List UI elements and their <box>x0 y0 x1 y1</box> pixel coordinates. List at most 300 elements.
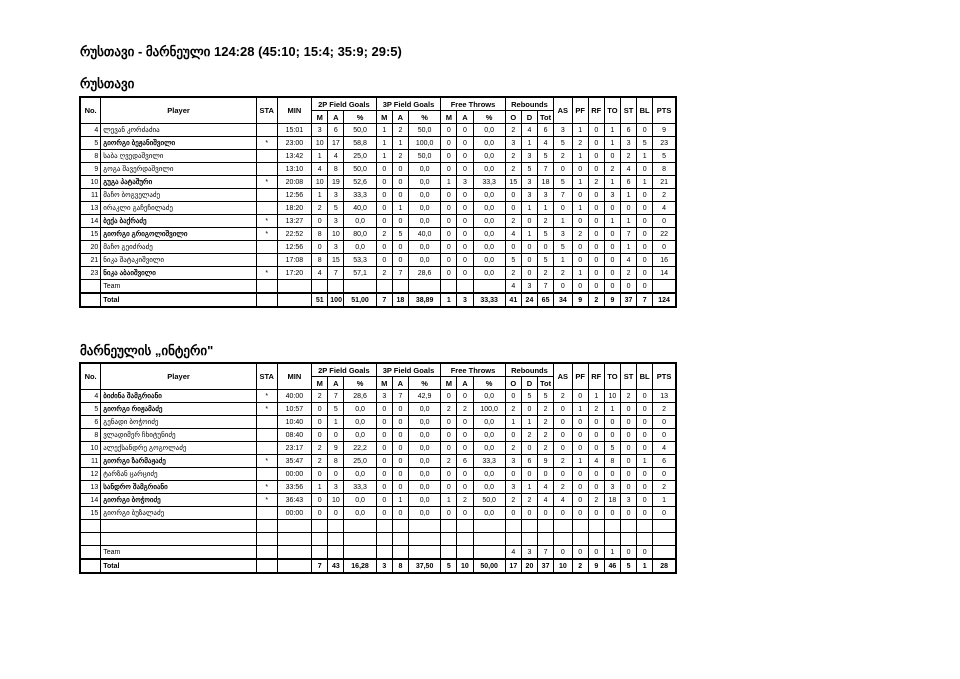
stat-pts: 9 <box>653 124 676 137</box>
stat-m2: 1 <box>312 189 328 202</box>
subheader-pct: % <box>408 111 440 124</box>
stat-rf: 0 <box>588 267 604 280</box>
stat-to: 0 <box>604 228 620 241</box>
subheader-pct: % <box>473 111 505 124</box>
stat-pf: 0 <box>572 241 588 254</box>
stat-m2: 4 <box>312 163 328 176</box>
stat-m3: 0 <box>376 481 392 494</box>
stat-bl: 1 <box>637 455 653 468</box>
stat-st: 4 <box>620 163 636 176</box>
stat-o: 0 <box>505 507 521 520</box>
stat-pft: 0,0 <box>473 254 505 267</box>
stat-pft: 0,0 <box>473 429 505 442</box>
minutes: 17:08 <box>277 254 312 267</box>
stat-m3: 3 <box>376 390 392 403</box>
total-stat-a3: 18 <box>392 293 408 307</box>
stat-p3: 0,0 <box>408 163 440 176</box>
stat-rf: 0 <box>588 416 604 429</box>
stat-to: 2 <box>604 163 620 176</box>
team-stat-d: 3 <box>521 546 537 560</box>
stat-m2: 0 <box>312 416 328 429</box>
stat-tot: 5 <box>538 254 554 267</box>
header-no: No. <box>80 363 101 390</box>
stat-o: 5 <box>505 254 521 267</box>
team-stat-o: 4 <box>505 280 521 294</box>
team-stat-rf: 0 <box>588 280 604 294</box>
stat-p3: 100,0 <box>408 137 440 150</box>
stat-p3: 0,0 <box>408 215 440 228</box>
team-stat-as: 0 <box>554 280 572 294</box>
stat-a3: 0 <box>392 481 408 494</box>
stat-a3: 7 <box>392 390 408 403</box>
player-name: გიორგი ზარმაჟაძე <box>101 455 257 468</box>
stat-tot: 9 <box>538 455 554 468</box>
player-name: გიორგი რიჟამაძე <box>101 403 257 416</box>
stat-m3: 1 <box>376 137 392 150</box>
stat-pts: 2 <box>653 403 676 416</box>
subheader-a: A <box>457 111 473 124</box>
stat-a3: 0 <box>392 215 408 228</box>
total-stat-pf: 9 <box>572 293 588 307</box>
total-stat-p3: 38,89 <box>408 293 440 307</box>
team-stat-rf: 0 <box>588 546 604 560</box>
team-stat-as: 0 <box>554 546 572 560</box>
stat-a3: 0 <box>392 176 408 189</box>
stat-pft: 33,3 <box>473 176 505 189</box>
minutes: 10:40 <box>277 416 312 429</box>
stat-a3: 0 <box>392 468 408 481</box>
stat-d: 0 <box>521 403 537 416</box>
stat-p3: 0,0 <box>408 176 440 189</box>
stat-pf: 0 <box>572 163 588 176</box>
team-stat-to: 1 <box>604 546 620 560</box>
stat-aft: 0 <box>457 429 473 442</box>
stat-st: 0 <box>620 468 636 481</box>
stat-as: 2 <box>554 455 572 468</box>
stat-rf: 4 <box>588 455 604 468</box>
stat-pft: 0,0 <box>473 416 505 429</box>
player-row <box>80 390 676 403</box>
stat-d: 3 <box>521 150 537 163</box>
stat-to: 0 <box>604 241 620 254</box>
subheader-tot: Tot <box>538 111 554 124</box>
total-stat-d: 24 <box>521 293 537 307</box>
stat-d: 1 <box>521 416 537 429</box>
stat-p2: 25,0 <box>344 455 376 468</box>
player-row <box>80 481 676 494</box>
stat-rf: 0 <box>588 481 604 494</box>
player-name: ბექა ბაქრაძე <box>101 215 257 228</box>
blank-row <box>80 533 676 546</box>
stat-p2: 53,3 <box>344 254 376 267</box>
stat-pts: 1 <box>653 494 676 507</box>
stat-as: 0 <box>554 416 572 429</box>
stat-as: 5 <box>554 176 572 189</box>
stat-o: 2 <box>505 150 521 163</box>
stat-m3: 0 <box>376 403 392 416</box>
stat-bl: 0 <box>637 163 653 176</box>
stat-bl: 0 <box>637 507 653 520</box>
total-stat-pts: 124 <box>653 293 676 307</box>
stat-tot: 2 <box>538 416 554 429</box>
stat-o: 2 <box>505 163 521 176</box>
stat-p2: 33,3 <box>344 481 376 494</box>
total-stat-pft: 50,00 <box>473 559 505 573</box>
stat-p3: 0,0 <box>408 416 440 429</box>
minutes: 36:43 <box>277 494 312 507</box>
stat-aft: 0 <box>457 189 473 202</box>
stat-rf: 0 <box>588 137 604 150</box>
stat-as: 1 <box>554 254 572 267</box>
stat-aft: 0 <box>457 163 473 176</box>
header-pts: PTS <box>653 97 676 124</box>
stat-a2: 4 <box>328 150 344 163</box>
stat-d: 0 <box>521 254 537 267</box>
stat-bl: 0 <box>637 267 653 280</box>
stat-aft: 0 <box>457 137 473 150</box>
game-title: რუსთავი - მარნეული 124:28 (45:10; 15:4; 35:9; 29:5) <box>80 44 402 59</box>
stat-m2: 1 <box>312 481 328 494</box>
stat-a3: 0 <box>392 429 408 442</box>
stat-pf: 0 <box>572 189 588 202</box>
stat-aft: 0 <box>457 228 473 241</box>
subheader-a: A <box>328 111 344 124</box>
stat-rf: 0 <box>588 429 604 442</box>
stat-bl: 0 <box>637 416 653 429</box>
team-2-box-score <box>79 362 677 574</box>
player-name: გენადი ბოჭოიძე <box>101 416 257 429</box>
total-stat-m2: 51 <box>312 293 328 307</box>
header-pts: PTS <box>653 363 676 390</box>
total-stat-m2: 7 <box>312 559 328 573</box>
stat-pft: 100,0 <box>473 403 505 416</box>
total-stat-st: 37 <box>620 293 636 307</box>
header-min: MIN <box>277 97 312 124</box>
stat-pf: 0 <box>572 494 588 507</box>
minutes: 40:00 <box>277 390 312 403</box>
stat-bl: 0 <box>637 189 653 202</box>
stat-to: 0 <box>604 507 620 520</box>
stat-a2: 3 <box>328 215 344 228</box>
stat-tot: 0 <box>538 468 554 481</box>
stat-d: 0 <box>521 241 537 254</box>
stat-a3: 7 <box>392 267 408 280</box>
stat-m2: 0 <box>312 403 328 416</box>
subheader-pct: % <box>344 111 376 124</box>
stat-pft: 0,0 <box>473 189 505 202</box>
stat-bl: 0 <box>637 403 653 416</box>
stat-pft: 0,0 <box>473 228 505 241</box>
stat-bl: 0 <box>637 124 653 137</box>
stat-pf: 0 <box>572 390 588 403</box>
minutes: 12:56 <box>277 189 312 202</box>
starter-mark: * <box>256 228 277 241</box>
stat-d: 5 <box>521 163 537 176</box>
stat-a3: 0 <box>392 507 408 520</box>
stat-st: 3 <box>620 494 636 507</box>
stat-a2: 5 <box>328 202 344 215</box>
player-number: 13 <box>80 202 101 215</box>
player-row <box>80 202 676 215</box>
stat-st: 0 <box>620 455 636 468</box>
stat-as: 7 <box>554 189 572 202</box>
player-number: 11 <box>80 189 101 202</box>
header-2p: 2P Field Goals <box>312 363 377 377</box>
stat-st: 6 <box>620 124 636 137</box>
stat-tot: 4 <box>538 481 554 494</box>
stat-to: 0 <box>604 267 620 280</box>
stat-pft: 0,0 <box>473 442 505 455</box>
stat-to: 0 <box>604 150 620 163</box>
minutes: 17:20 <box>277 267 312 280</box>
stat-pts: 23 <box>653 137 676 150</box>
stat-m2: 10 <box>312 137 328 150</box>
starter-mark <box>256 189 277 202</box>
team-stat-to: 0 <box>604 280 620 294</box>
stat-tot: 2 <box>538 403 554 416</box>
stat-pts: 0 <box>653 416 676 429</box>
stat-rf: 0 <box>588 241 604 254</box>
stat-pft: 0,0 <box>473 150 505 163</box>
stat-p3: 0,0 <box>408 254 440 267</box>
total-stat-st: 5 <box>620 559 636 573</box>
player-number: 13 <box>80 481 101 494</box>
subheader-pct: % <box>473 377 505 390</box>
blank-row <box>80 520 676 533</box>
stat-a2: 5 <box>328 403 344 416</box>
player-number: 5 <box>80 403 101 416</box>
total-stat-o: 41 <box>505 293 521 307</box>
player-row <box>80 455 676 468</box>
stat-m2: 0 <box>312 494 328 507</box>
subheader-tot: Tot <box>538 377 554 390</box>
header-reb: Rebounds <box>505 97 553 111</box>
stat-tot: 1 <box>538 202 554 215</box>
header-player: Player <box>101 97 257 124</box>
stat-st: 1 <box>620 189 636 202</box>
stat-m3: 1 <box>376 150 392 163</box>
total-stat-tot: 37 <box>538 559 554 573</box>
minutes: 13:27 <box>277 215 312 228</box>
stat-p3: 40,0 <box>408 228 440 241</box>
stat-tot: 3 <box>538 189 554 202</box>
stat-p3: 0,0 <box>408 468 440 481</box>
stat-m3: 0 <box>376 254 392 267</box>
player-row <box>80 150 676 163</box>
stat-a2: 10 <box>328 228 344 241</box>
player-number: 8 <box>80 150 101 163</box>
player-name: ნიკა შატაკიშვილი <box>101 254 257 267</box>
total-stat-o: 17 <box>505 559 521 573</box>
starter-mark: * <box>256 267 277 280</box>
minutes: 12:56 <box>277 241 312 254</box>
stat-rf: 0 <box>588 507 604 520</box>
stat-st: 0 <box>620 429 636 442</box>
stat-pft: 0,0 <box>473 481 505 494</box>
stat-m2: 4 <box>312 267 328 280</box>
stat-mft: 0 <box>441 254 457 267</box>
player-name: გიორგი ბუზალაძე <box>101 507 257 520</box>
player-row <box>80 189 676 202</box>
stat-o: 2 <box>505 124 521 137</box>
stat-tot: 6 <box>538 124 554 137</box>
stat-as: 0 <box>554 507 572 520</box>
stat-rf: 0 <box>588 228 604 241</box>
stat-m2: 0 <box>312 429 328 442</box>
stat-m3: 0 <box>376 202 392 215</box>
stat-pts: 0 <box>653 468 676 481</box>
stat-pft: 0,0 <box>473 124 505 137</box>
total-stat-aft: 3 <box>457 293 473 307</box>
stat-bl: 0 <box>637 390 653 403</box>
starter-mark <box>256 254 277 267</box>
stat-pf: 0 <box>572 429 588 442</box>
stat-p3: 0,0 <box>408 403 440 416</box>
header-bl: BL <box>637 363 653 390</box>
stat-o: 0 <box>505 429 521 442</box>
stat-rf: 0 <box>588 442 604 455</box>
stat-bl: 0 <box>637 228 653 241</box>
stat-m2: 2 <box>312 390 328 403</box>
player-name: გიორგი ბოჭოიძე <box>101 494 257 507</box>
stat-bl: 5 <box>637 137 653 150</box>
total-stat-mft: 5 <box>441 559 457 573</box>
stat-a2: 0 <box>328 468 344 481</box>
stat-a3: 5 <box>392 228 408 241</box>
stat-d: 4 <box>521 124 537 137</box>
stat-pft: 50,0 <box>473 494 505 507</box>
stat-o: 0 <box>505 390 521 403</box>
stat-pts: 4 <box>653 442 676 455</box>
stat-d: 2 <box>521 429 537 442</box>
stat-p3: 0,0 <box>408 429 440 442</box>
stat-as: 0 <box>554 468 572 481</box>
stat-as: 4 <box>554 494 572 507</box>
stat-aft: 0 <box>457 254 473 267</box>
stat-as: 2 <box>554 481 572 494</box>
stat-mft: 0 <box>441 202 457 215</box>
starter-mark: * <box>256 215 277 228</box>
stat-rf: 0 <box>588 163 604 176</box>
stat-a3: 1 <box>392 137 408 150</box>
stat-mft: 0 <box>441 137 457 150</box>
total-stat-a2: 100 <box>328 293 344 307</box>
minutes: 08:40 <box>277 429 312 442</box>
stat-pts: 0 <box>653 241 676 254</box>
stat-mft: 0 <box>441 163 457 176</box>
stat-mft: 1 <box>441 176 457 189</box>
stat-pf: 2 <box>572 137 588 150</box>
starter-mark <box>256 150 277 163</box>
starter-mark <box>256 442 277 455</box>
header-pf: PF <box>572 363 588 390</box>
stat-a2: 7 <box>328 267 344 280</box>
stat-m2: 2 <box>312 455 328 468</box>
stat-as: 2 <box>554 150 572 163</box>
header-st: ST <box>620 363 636 390</box>
stat-a2: 8 <box>328 455 344 468</box>
total-row <box>80 559 676 573</box>
stat-bl: 0 <box>637 481 653 494</box>
total-stat-p2: 51,00 <box>344 293 376 307</box>
team-stat-pf: 0 <box>572 546 588 560</box>
subheader-d: D <box>521 377 537 390</box>
stat-as: 5 <box>554 137 572 150</box>
stat-as: 3 <box>554 228 572 241</box>
stat-pf: 0 <box>572 254 588 267</box>
stat-pf: 0 <box>572 215 588 228</box>
subheader-a: A <box>392 377 408 390</box>
stat-tot: 0 <box>538 507 554 520</box>
stat-st: 0 <box>620 507 636 520</box>
stat-m3: 0 <box>376 442 392 455</box>
stat-aft: 0 <box>457 150 473 163</box>
stat-mft: 0 <box>441 215 457 228</box>
stat-m3: 0 <box>376 215 392 228</box>
stat-rf: 0 <box>588 124 604 137</box>
stat-pts: 0 <box>653 507 676 520</box>
subheader-a: A <box>328 377 344 390</box>
total-stat-pf: 2 <box>572 559 588 573</box>
stat-tot: 0 <box>538 241 554 254</box>
total-stat-pts: 28 <box>653 559 676 573</box>
stat-pts: 21 <box>653 176 676 189</box>
stat-a2: 1 <box>328 416 344 429</box>
header-3p: 3P Field Goals <box>376 363 441 377</box>
stat-to: 8 <box>604 455 620 468</box>
total-stat-m3: 3 <box>376 559 392 573</box>
stat-a2: 9 <box>328 442 344 455</box>
stat-o: 2 <box>505 403 521 416</box>
stat-pts: 2 <box>653 189 676 202</box>
player-row <box>80 267 676 280</box>
stat-a2: 10 <box>328 494 344 507</box>
stat-m2: 2 <box>312 202 328 215</box>
stat-m3: 0 <box>376 494 392 507</box>
stat-aft: 6 <box>457 455 473 468</box>
team-stat-bl: 0 <box>637 280 653 294</box>
team-2-title: მარნეულის „ინტერი" <box>80 343 214 358</box>
stat-st: 2 <box>620 150 636 163</box>
player-row <box>80 429 676 442</box>
stat-o: 4 <box>505 228 521 241</box>
stat-mft: 0 <box>441 507 457 520</box>
header-reb: Rebounds <box>505 363 553 377</box>
subheader-a: A <box>392 111 408 124</box>
stat-aft: 0 <box>457 468 473 481</box>
stat-rf: 0 <box>588 150 604 163</box>
player-name: ალექსანდრე გოგოლაძე <box>101 442 257 455</box>
total-stat-tot: 65 <box>538 293 554 307</box>
stat-pft: 0,0 <box>473 202 505 215</box>
stat-m3: 1 <box>376 124 392 137</box>
stat-rf: 0 <box>588 215 604 228</box>
stat-pf: 1 <box>572 267 588 280</box>
stat-aft: 0 <box>457 215 473 228</box>
stat-aft: 0 <box>457 416 473 429</box>
stat-bl: 0 <box>637 429 653 442</box>
total-stat-to: 9 <box>604 293 620 307</box>
minutes: 20:08 <box>277 176 312 189</box>
stat-o: 2 <box>505 267 521 280</box>
minutes: 00:00 <box>277 468 312 481</box>
total-label: Total <box>101 293 257 307</box>
stat-o: 0 <box>505 189 521 202</box>
stat-pft: 0,0 <box>473 468 505 481</box>
total-stat-d: 20 <box>521 559 537 573</box>
header-ft: Free Throws <box>441 363 506 377</box>
stat-mft: 0 <box>441 150 457 163</box>
